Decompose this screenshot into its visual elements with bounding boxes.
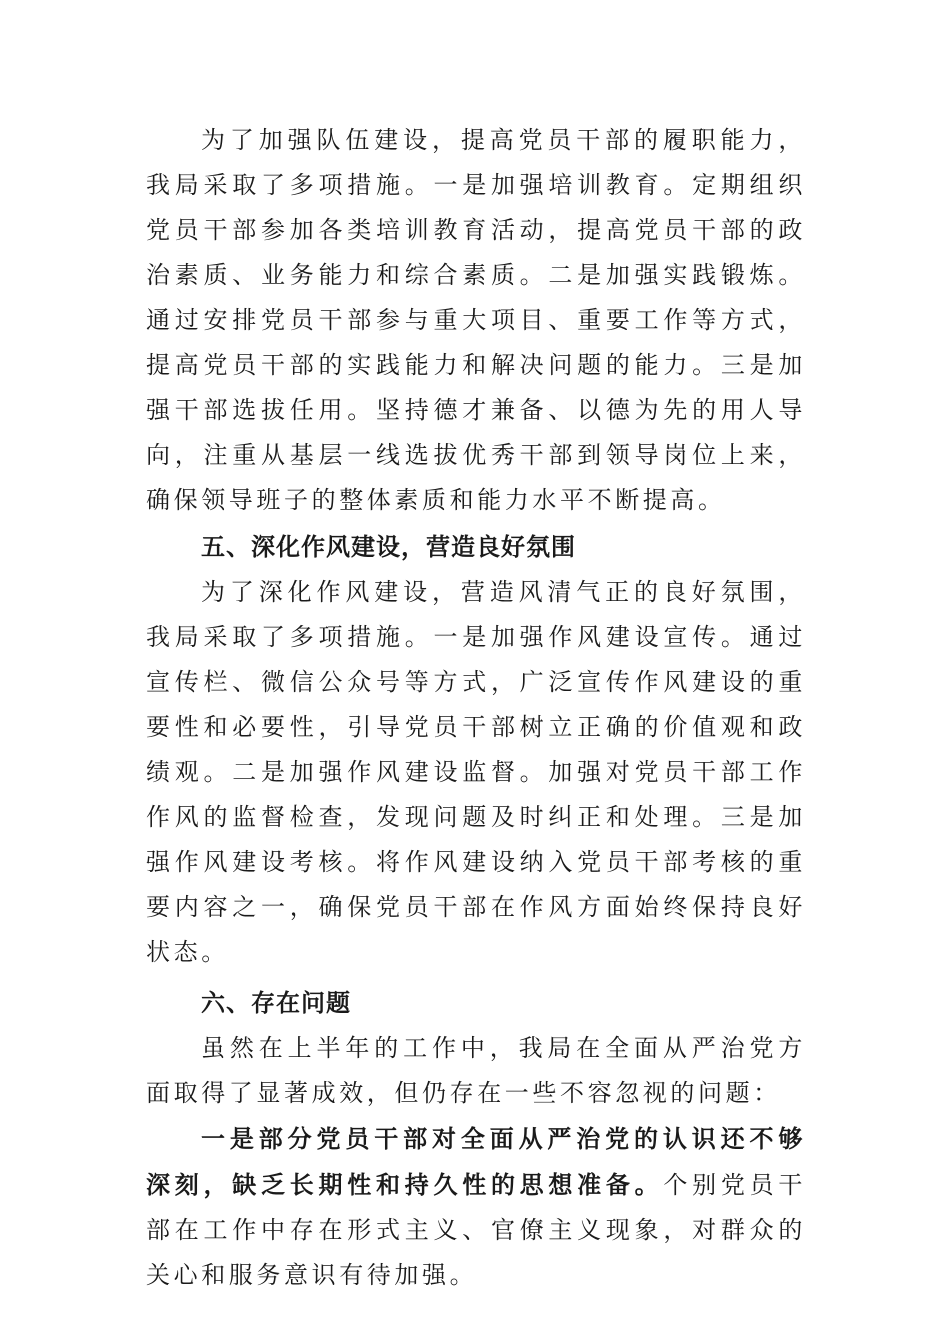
section-heading-5: 五、深化作风建设，营造良好氛围 (201, 533, 576, 561)
paragraph-problem-one (146, 1116, 806, 1298)
paragraph-problems-intro: 虽然在上半年的工作中，我局在全面从严治党方面取得了显著成效，但仍存在一些不容忽视的问题： (146, 1034, 806, 1107)
paragraph-team-building: 为了加强队伍建设，提高党员干部的履职能力，我局采取了多项措施。一是加强培训教育。定期组织党员干部参加各类培训教育活动，提高党员干部的政治素质、业务能力和综合素质。二是加强实践锻炼。通过安排党员干部参与重大项目、重要工作等方式，提高党员干部的实践能力和解决问题的能力。三是加强干部选拔任用。坚持德才兼备、以德为先的用人导向，注重从基层一线选拔优秀干部到领导岗位上来，确保领导班子的整体素质和能力水平不断提高。 (146, 126, 806, 514)
document-page (146, 118, 806, 1298)
problem-one-lead: 一是部分党员干部对全面从严治党的认识还不够深刻，缺乏长期性和持久性的思想准备。 (146, 1124, 806, 1199)
problem-one-detail: 个别党员干部在工作中存在形式主义、官僚主义现象，对群众的关心和服务意识有待加强。 (146, 1171, 807, 1289)
paragraph-work-style: 为了深化作风建设，营造风清气正的良好氛围，我局采取了多项措施。一是加强作风建设宣传。通过宣传栏、微信公众号等方式，广泛宣传作风建设的重要性和必要性，引导党员干部树立正确的价值观和政绩观。二是加强作风建设监督。加强对党员干部工作作风的监督检查，发现问题及时纠正和处理。三是加强作风建设考核。将作风建设纳入党员干部考核的重要内容之一，确保党员干部在作风方面始终保持良好状态。 (146, 578, 806, 966)
section-heading-6: 六、存在问题 (201, 989, 351, 1017)
